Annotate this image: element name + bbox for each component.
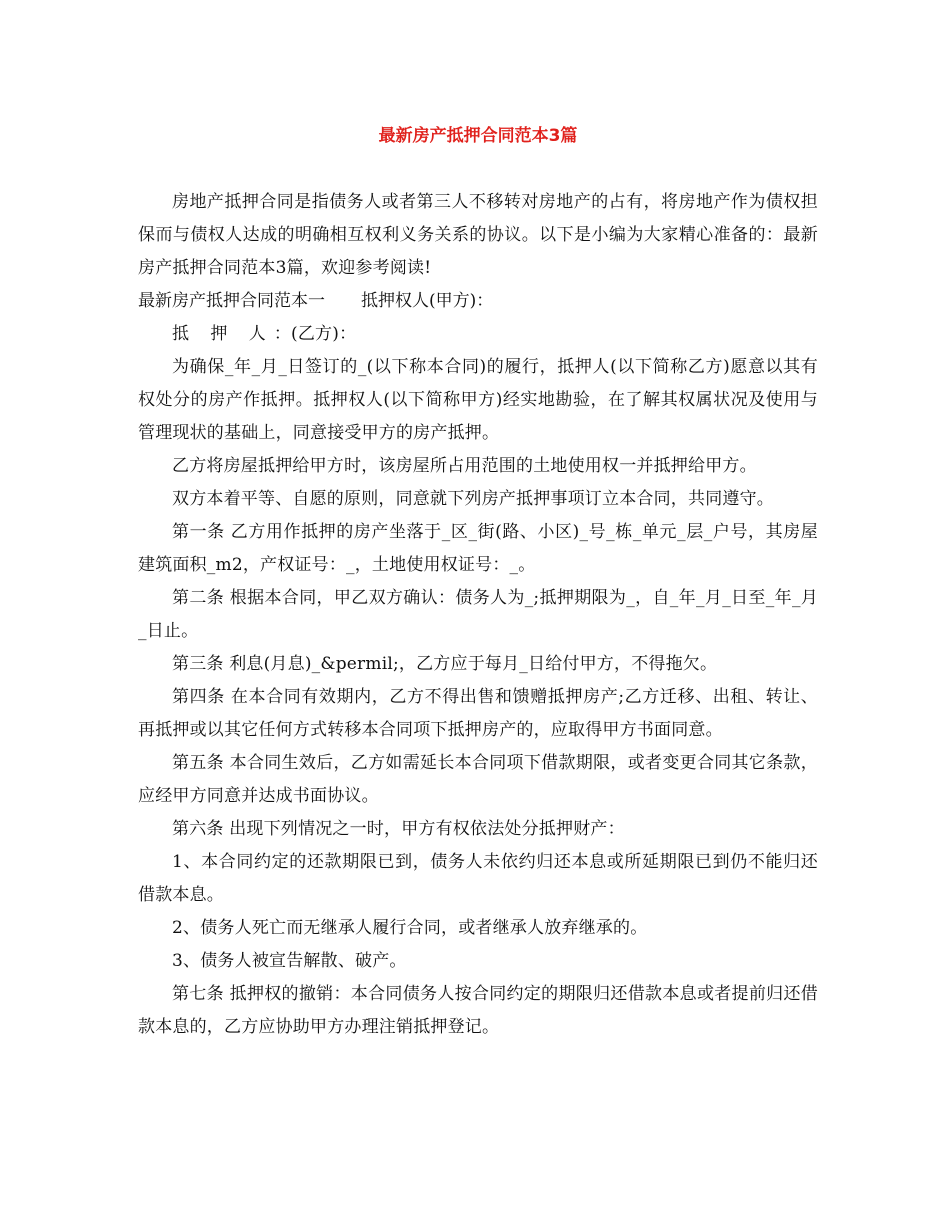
clause-paragraph: 第一条 乙方用作抵押的房产坐落于_区_街(路、小区)_号_栋_单元_层_户号，其房屋建筑面积_m2，产权证号：_，土地使用权证号：_。 xyxy=(138,522,818,575)
section-heading: 最新房产抵押合同范本一 xyxy=(138,291,325,311)
party-b-label: 抵 押 人 xyxy=(172,324,274,344)
clause-paragraph: 第四条 在本合同有效期内，乙方不得出售和馈赠抵押房产;乙方迁移、出租、转让、再抵押或以其它任何方式转移本合同项下抵押房产的，应取得甲方书面同意。 xyxy=(138,687,818,740)
clause-paragraph: 2、债务人死亡而无继承人履行合同，或者继承人放弃继承的。 xyxy=(172,918,648,938)
clause-paragraph: 第三条 利息(月息)_&permil;，乙方应于每月_日给付甲方，不得拖欠。 xyxy=(172,654,718,674)
clause-paragraph: 1、本合同约定的还款期限已到，债务人未依约归还本息或所延期限已到仍不能归还借款本息。 xyxy=(138,852,818,905)
intro-paragraph: 房地产抵押合同是指债务人或者第三人不移转对房地产的占有，将房地产作为债权担保而与债权人达成的明确相互权利义务关系的协议。以下是小编为大家精心准备的：最新房产抵押合同范本3篇，欢迎参考阅读! xyxy=(138,192,818,278)
clause-paragraph: 第二条 根据本合同，甲乙双方确认：债务人为_;抵押期限为_，自_年_月_日至_年_月_日止。 xyxy=(138,588,818,641)
section-heading-row xyxy=(138,285,818,318)
clause-paragraph: 双方本着平等、自愿的原则，同意就下列房产抵押事项订立本合同，共同遵守。 xyxy=(172,489,774,509)
party-b-suffix: ：(乙方)： xyxy=(273,324,357,344)
clause-paragraph: 3、债务人被宣告解散、破产。 xyxy=(172,951,407,971)
clause-paragraph: 乙方将房屋抵押给甲方时，该房屋所占用范围的土地使用权一并抵押给甲方。 xyxy=(172,456,757,476)
party-b-row xyxy=(138,318,818,351)
clause-paragraph: 第五条 本合同生效后，乙方如需延长本合同项下借款期限，或者变更合同其它条款，应经甲方同意并达成书面协议。 xyxy=(138,753,818,806)
document-page xyxy=(138,118,818,1044)
document-title: 最新房产抵押合同范本3篇 xyxy=(378,126,578,146)
party-a-label: 抵押权人(甲方)： xyxy=(361,291,494,311)
clause-paragraph: 第七条 抵押权的撤销：本合同债务人按合同约定的期限归还借款本息或者提前归还借款本息的，乙方应协助甲方办理注销抵押登记。 xyxy=(138,984,818,1037)
clause-paragraph: 第六条 出现下列情况之一时，甲方有权依法处分抵押财产： xyxy=(172,819,625,839)
clause-paragraph: 为确保_年_月_日签订的_(以下称本合同)的履行，抵押人(以下简称乙方)愿意以其有权处分的房产作抵押。抵押权人(以下简称甲方)经实地勘验，在了解其权属状况及使用与管理现状的基础上，同意接受甲方的房产抵押。 xyxy=(138,357,818,443)
